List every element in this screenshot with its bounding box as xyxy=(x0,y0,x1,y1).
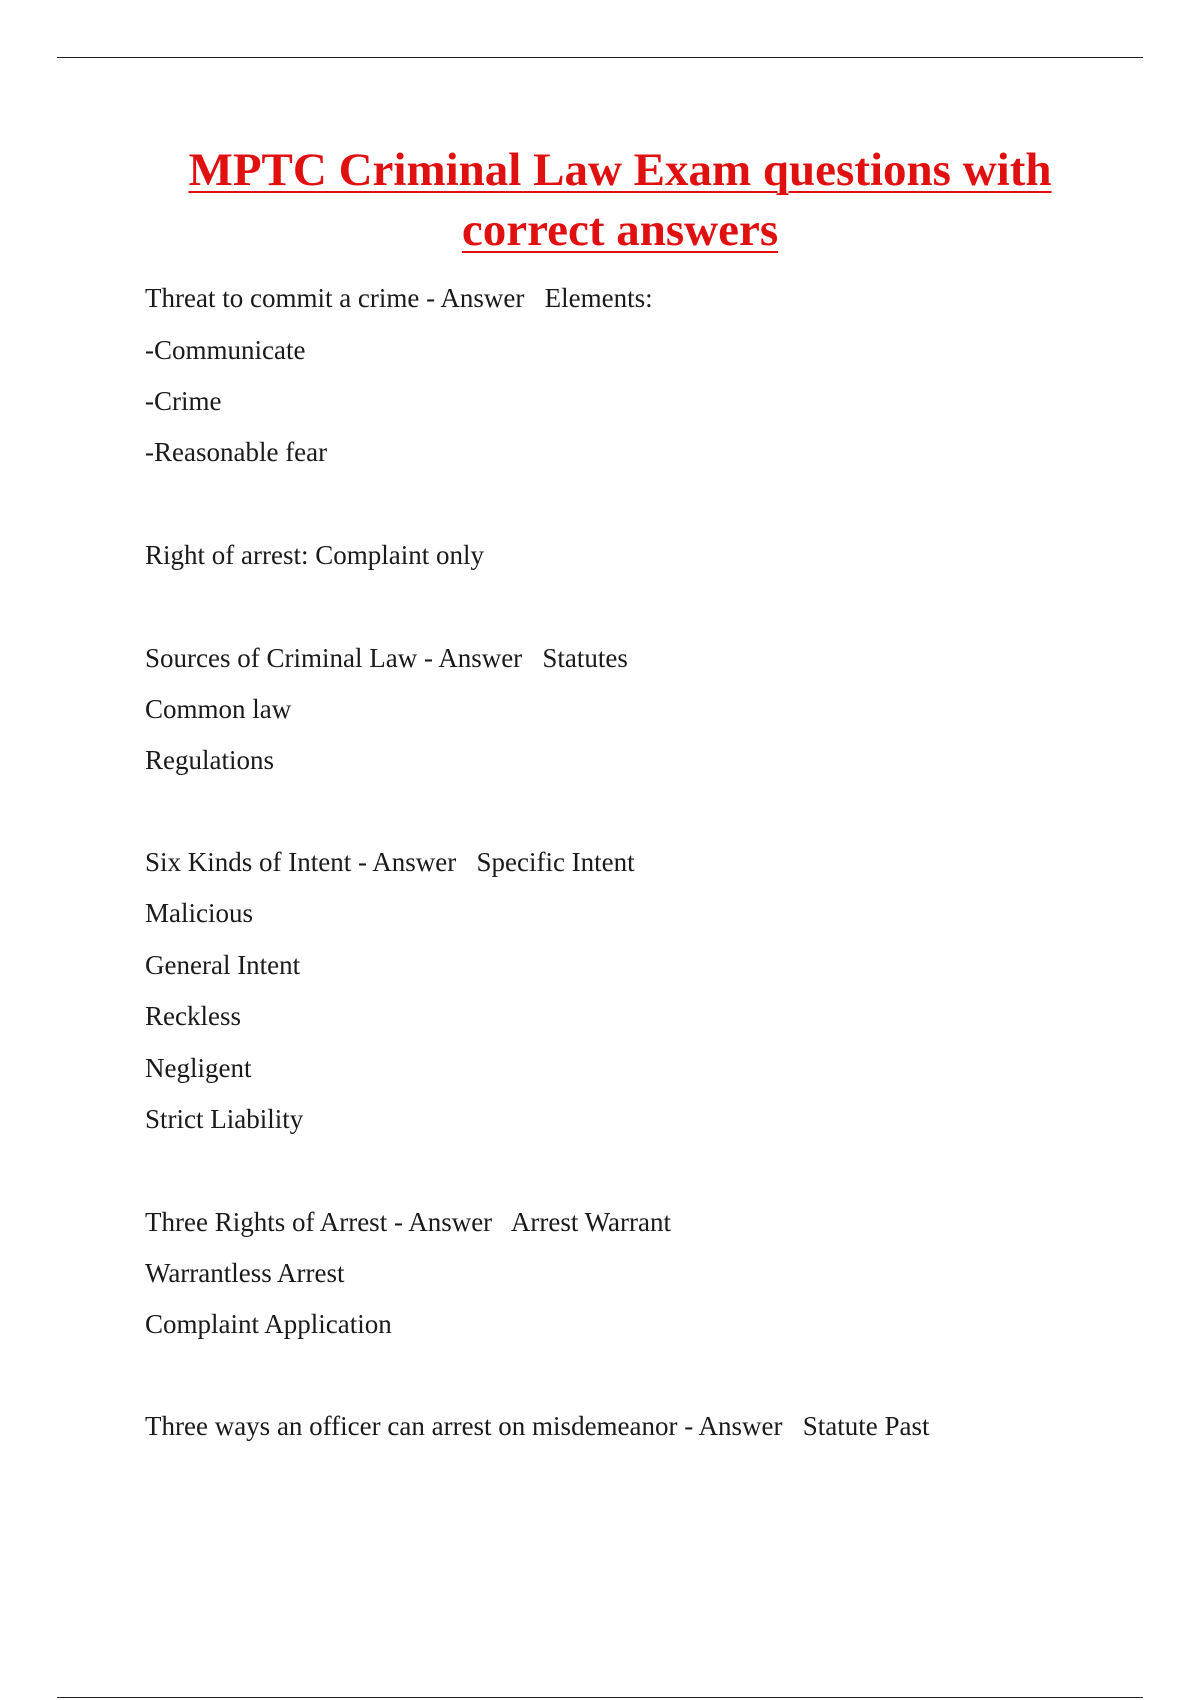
text-line: Regulations xyxy=(145,745,274,775)
title-line-1: MPTC Criminal Law Exam questions with xyxy=(188,144,1052,196)
text-line: Three Rights of Arrest - Answer Arrest Warrant xyxy=(145,1207,671,1237)
text-line: -Communicate xyxy=(145,335,306,365)
text-line: Negligent xyxy=(145,1053,252,1083)
text-line: Six Kinds of Intent - Answer Specific Intent xyxy=(145,847,635,877)
text-line: Malicious xyxy=(145,898,253,928)
text-line: Complaint Application xyxy=(145,1309,392,1339)
text-line: Warrantless Arrest xyxy=(145,1258,345,1288)
page-title xyxy=(120,140,1120,260)
text-line: Sources of Criminal Law - Answer Statutes xyxy=(145,643,628,673)
text-line: -Reasonable fear xyxy=(145,437,328,467)
text-line: Threat to commit a crime - Answer Elements: xyxy=(145,283,653,313)
text-line: General Intent xyxy=(145,950,301,980)
text-line: Three ways an officer can arrest on misdemeanor - Answer Statute Past xyxy=(145,1411,930,1441)
text-line: Strict Liability xyxy=(145,1104,304,1134)
text-line: Right of arrest: Complaint only xyxy=(145,540,484,570)
top-divider xyxy=(57,57,1143,58)
text-line: Reckless xyxy=(145,1001,241,1031)
text-line: -Crime xyxy=(145,386,222,416)
title-line-2: correct answers xyxy=(461,204,779,256)
bottom-divider xyxy=(57,1697,1143,1698)
text-line: Common law xyxy=(145,694,292,724)
